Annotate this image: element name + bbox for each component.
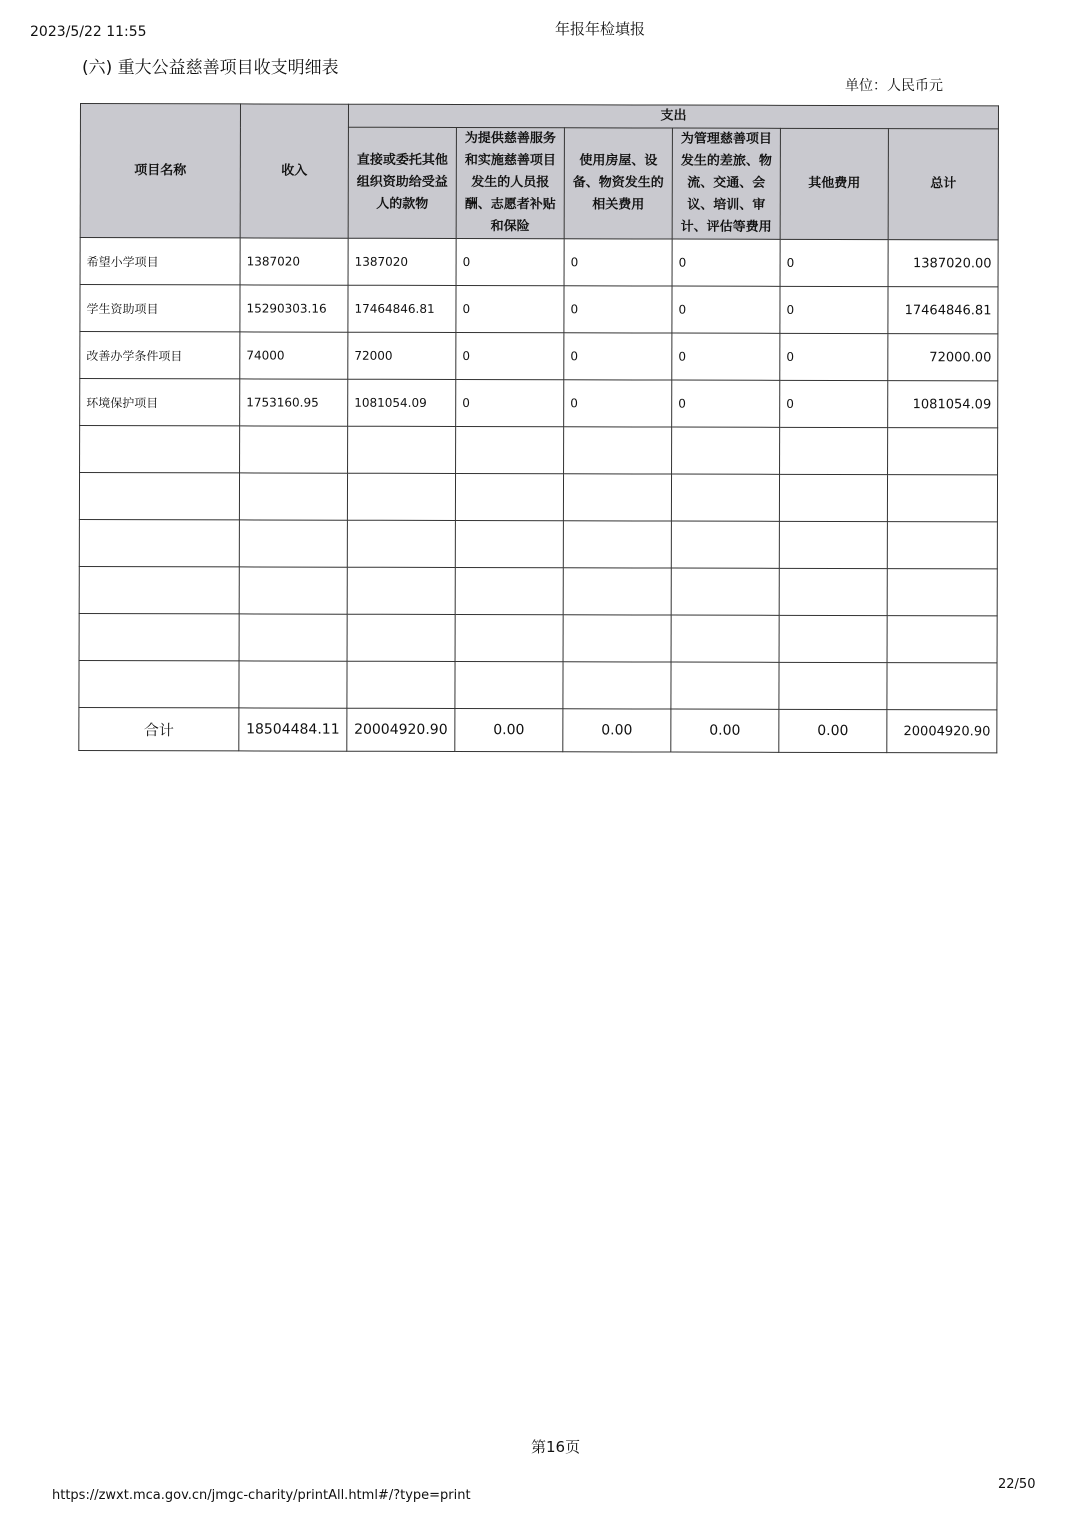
empty-row (79, 473, 997, 522)
cell-income: 15290303.16 (240, 285, 348, 332)
cell-staff-costs: 0 (456, 238, 564, 285)
cell-direct-aid: 17464846.81 (348, 285, 456, 332)
header-staff-costs: 为提供慈善服务和实施慈善项目发生的人员报酬、志愿者补贴和保险 (456, 127, 564, 238)
sum-label: 合计 (79, 707, 239, 750)
sum-income: 18504484.11 (239, 708, 347, 751)
cell-staff-costs: 0 (456, 285, 564, 332)
cell-admin-costs: 0 (672, 333, 780, 380)
cell-total: 1081054.09 (888, 381, 998, 428)
header-facility-costs: 使用房屋、设备、物资发生的相关费用 (564, 128, 672, 239)
cell-income: 1753160.95 (240, 379, 348, 426)
cell-name: 改善办学条件项目 (80, 332, 240, 379)
cell-name: 希望小学项目 (80, 238, 240, 285)
cell-facility-costs: 0 (564, 286, 672, 333)
sum-direct-aid: 20004920.90 (347, 708, 455, 751)
table-row (80, 285, 998, 334)
sum-row (79, 707, 997, 752)
sum-total: 20004920.90 (887, 710, 997, 753)
cell-staff-costs: 0 (456, 379, 564, 426)
cell-staff-costs: 0 (456, 332, 564, 379)
cell-total: 72000.00 (888, 334, 998, 381)
table-row (80, 332, 998, 381)
cell-admin-costs: 0 (672, 380, 780, 427)
page-count: 22/50 (998, 1477, 1036, 1492)
sum-other-costs: 0.00 (779, 709, 887, 752)
empty-row (79, 613, 997, 662)
project-income-expense-table (78, 103, 999, 753)
empty-row (79, 660, 997, 709)
sum-staff-costs: 0.00 (455, 708, 563, 751)
cell-total: 17464846.81 (888, 287, 998, 334)
currency-unit: 单位：人民币元 (845, 78, 943, 94)
cell-total: 1387020.00 (888, 240, 998, 287)
header-direct-aid: 直接或委托其他组织资助给受益人的款物 (348, 127, 456, 238)
cell-other-costs: 0 (780, 286, 888, 333)
sum-admin-costs: 0.00 (671, 709, 779, 752)
cell-other-costs: 0 (780, 380, 888, 427)
empty-row (79, 519, 997, 568)
cell-facility-costs: 0 (564, 380, 672, 427)
section-title: (六) 重大公益慈善项目收支明细表 (82, 58, 339, 78)
cell-income: 74000 (240, 332, 348, 379)
header-income: 收入 (240, 104, 348, 238)
cell-facility-costs: 0 (564, 239, 672, 286)
cell-name: 学生资助项目 (80, 285, 240, 332)
page-url: https://zwxt.mca.gov.cn/jmgc-charity/printAll.html#/?type=print (52, 1488, 471, 1503)
cell-income: 1387020 (240, 238, 348, 285)
header-total: 总计 (888, 129, 998, 240)
cell-facility-costs: 0 (564, 333, 672, 380)
cell-name: 环境保护项目 (80, 379, 240, 426)
header-row-1 (80, 104, 998, 129)
cell-direct-aid: 1081054.09 (348, 379, 456, 426)
cell-other-costs: 0 (780, 239, 888, 286)
print-date: 2023/5/22 11:55 (30, 24, 147, 40)
header-project-name: 项目名称 (80, 104, 240, 238)
sum-facility-costs: 0.00 (563, 709, 671, 752)
header-payout-group: 支出 (348, 104, 998, 129)
print-title: 年报年检填报 (555, 20, 646, 38)
table-body (79, 238, 998, 753)
cell-admin-costs: 0 (672, 286, 780, 333)
cell-other-costs: 0 (780, 333, 888, 380)
empty-row (80, 426, 998, 475)
cell-direct-aid: 72000 (348, 332, 456, 379)
page-number: 第16页 (531, 1438, 581, 1456)
cell-direct-aid: 1387020 (348, 238, 456, 285)
empty-row (79, 566, 997, 615)
header-other-costs: 其他费用 (780, 128, 888, 239)
cell-admin-costs: 0 (672, 239, 780, 286)
header-admin-costs: 为管理慈善项目发生的差旅、物流、交通、会议、培训、审计、评估等费用 (672, 128, 780, 239)
table-row (80, 238, 998, 287)
table-row (80, 379, 998, 428)
